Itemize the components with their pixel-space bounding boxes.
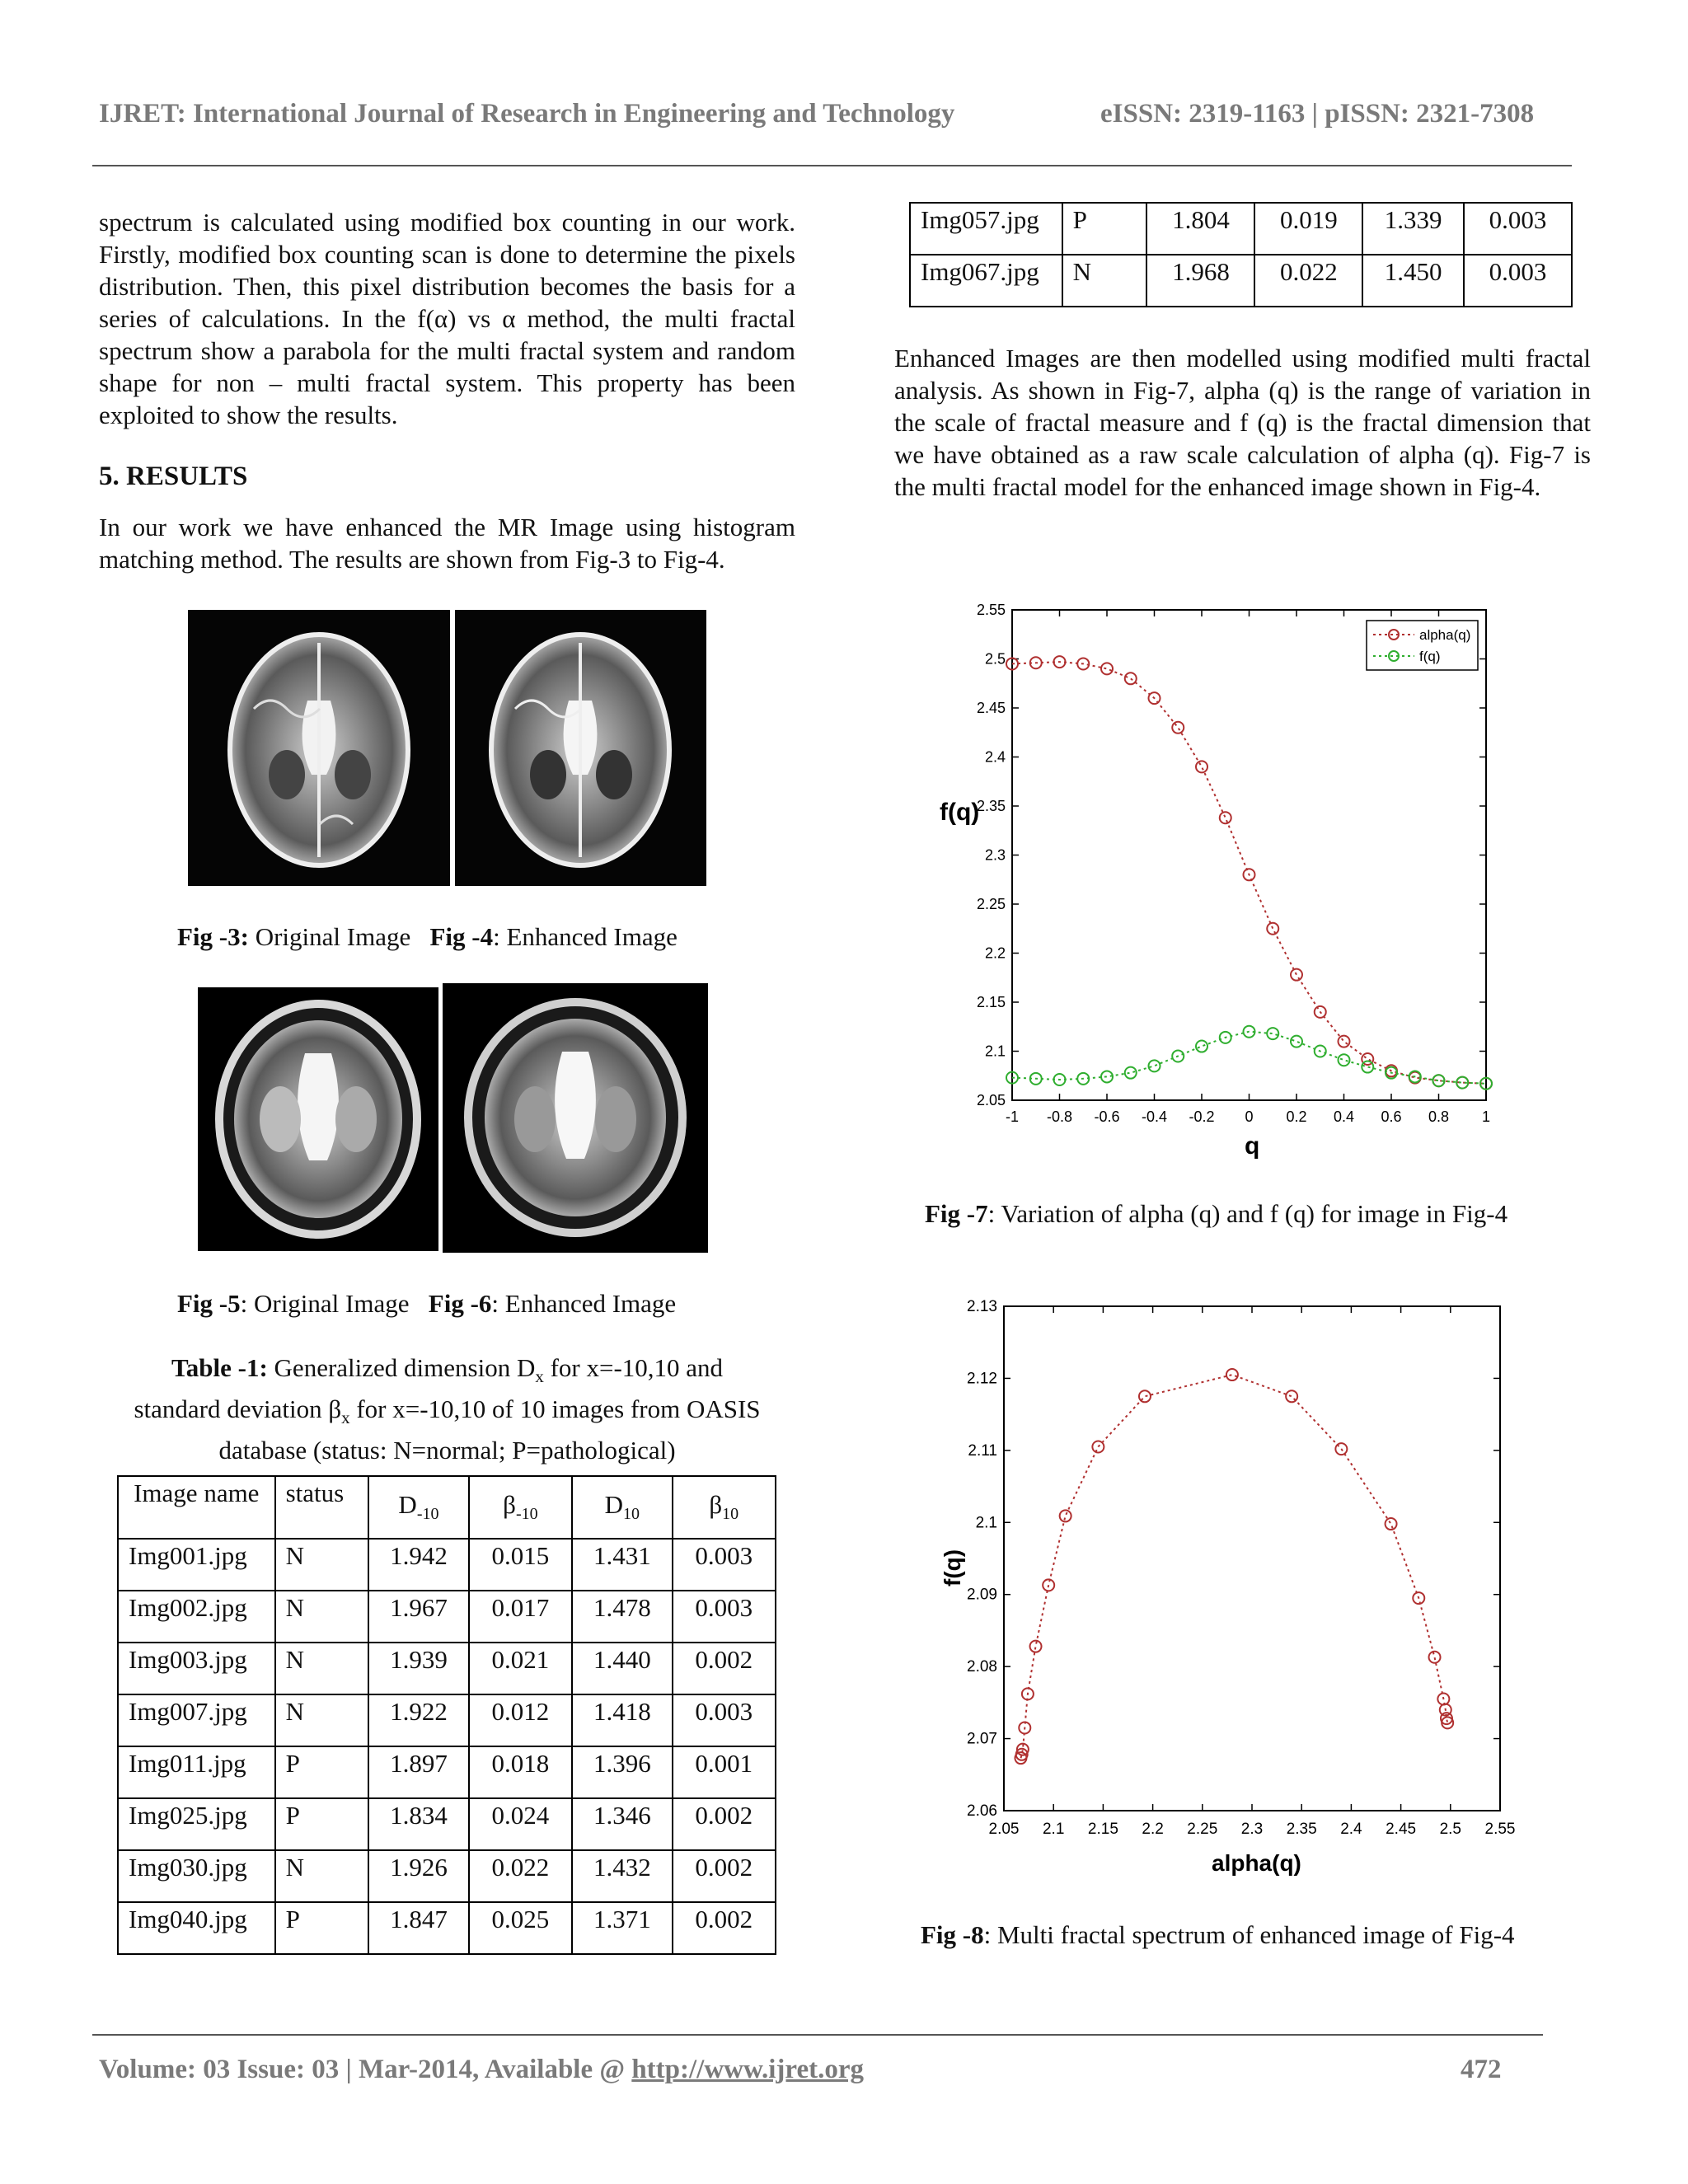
chart2-ylabel: f(q): [940, 1549, 965, 1586]
chart1-ytick-label: 2.2: [984, 944, 1006, 962]
header-beta-neg10: [469, 1476, 572, 1539]
cell-image-name: Img011.jpg: [118, 1746, 275, 1798]
fig3-mri-image: [188, 610, 450, 886]
header-beta-neg10-sub: -10: [515, 1505, 538, 1524]
cell-beta-10: 0.003: [673, 1539, 776, 1591]
cell-status: N: [275, 1643, 369, 1694]
cell-image-name: Img002.jpg: [118, 1591, 275, 1643]
chart2-xtick-label: 2.4: [1340, 1821, 1362, 1838]
chart1-xtick-label: 0.8: [1428, 1108, 1450, 1125]
table-header-row: [118, 1476, 776, 1539]
table-caption-label: Table -1:: [171, 1353, 268, 1382]
table-row: [118, 1694, 776, 1746]
chart1-xtick-label: 0.4: [1333, 1108, 1355, 1125]
cell-d-10: 1.432: [572, 1850, 672, 1902]
chart1-ytick-label: 2.3: [984, 846, 1006, 864]
cell-beta-neg10: 0.025: [469, 1902, 572, 1954]
cell-beta-neg10: 0.024: [469, 1798, 572, 1850]
fig8-label: Fig -8: [921, 1920, 984, 1949]
cell-status: N: [275, 1591, 369, 1643]
fig3-fig4-caption: [177, 921, 678, 953]
chart2-ytick-label: 2.07: [967, 1730, 997, 1748]
table-caption-c: standard deviation β: [134, 1394, 342, 1424]
header-status: status: [275, 1476, 369, 1539]
chart1-xtick-label: 1: [1481, 1108, 1491, 1125]
chart2-xtick-label: 2.15: [1087, 1821, 1118, 1838]
section-heading: 5. RESULTS: [99, 462, 248, 491]
cell-d-neg10: 1.968: [1146, 255, 1254, 307]
cell-d-10: 1.396: [572, 1746, 672, 1798]
fig5-fig6-caption: [177, 1287, 676, 1319]
chart1-xtick-label: -0.2: [1189, 1108, 1215, 1125]
chart1-ytick-label: 2.4: [984, 748, 1006, 766]
cell-image-name: Img067.jpg: [910, 255, 1062, 307]
cell-image-name: Img003.jpg: [118, 1643, 275, 1694]
cell-d-neg10: 1.939: [368, 1643, 468, 1694]
cell-d-neg10: 1.942: [368, 1539, 468, 1591]
cell-beta-neg10: 0.018: [469, 1746, 572, 1798]
chart2-xtick-label: 2.2: [1142, 1821, 1164, 1838]
cell-d-neg10: 1.926: [368, 1850, 468, 1902]
table-row: [118, 1850, 776, 1902]
cell-status: N: [275, 1694, 369, 1746]
chart1-ytick-label: 2.45: [976, 700, 1006, 716]
fig7-label: Fig -7: [925, 1199, 988, 1228]
header-beta-neg10-base: β: [503, 1490, 516, 1520]
cell-d-neg10: 1.922: [368, 1694, 468, 1746]
chart1-xtick-label: -0.4: [1141, 1108, 1168, 1125]
cell-d-neg10: 1.967: [368, 1591, 468, 1643]
cell-status: N: [275, 1539, 369, 1591]
chart1-plot-area: [1012, 610, 1486, 1100]
cell-d-10: 1.339: [1362, 203, 1464, 255]
table-row: [910, 203, 1572, 255]
table-caption-line2: [99, 1393, 795, 1434]
cell-beta-10: 0.001: [673, 1746, 776, 1798]
journal-title: IJRET: International Journal of Research in Engineering and Technology: [99, 99, 955, 129]
table-caption-a: Generalized dimension D: [267, 1353, 536, 1382]
fig4-text: : Enhanced Image: [493, 922, 678, 951]
footer-rule: [92, 2034, 1543, 2036]
results-paragraph: In our work we have enhanced the MR Image using histogram matching method. The results are shown from Fig-3 to Fig-4.: [99, 513, 795, 574]
intro-paragraph: spectrum is calculated using modified box counting in our work. Firstly, modified box counting scan is done to determine the pixels distribution. Then, this pixel distribution becomes the basis for a series of calculations. In the f(α) vs α method, the multi fractal spectrum show a parabola for the multi fractal system and random shape for non – multi fractal system. This property has been exploited to show the results.: [99, 208, 795, 429]
cell-image-name: Img025.jpg: [118, 1798, 275, 1850]
table-row: [118, 1798, 776, 1850]
cell-image-name: Img040.jpg: [118, 1902, 275, 1954]
right-paragraph: Enhanced Images are then modelled using modified multi fractal analysis. As shown in Fig-7, alpha (q) is the range of variation in the scale of fractal measure and f (q) is the fractal dimension that we have obtained as a raw scale calculation of alpha (q). Fig-7 is the multi fractal model for the enhanced image shown in Fig-4.: [894, 344, 1591, 501]
cell-d-neg10: 1.897: [368, 1746, 468, 1798]
table-row: [118, 1746, 776, 1798]
chart2-ytick-label: 2.08: [967, 1658, 997, 1676]
chart1-legend-fq: f(q): [1419, 649, 1441, 664]
cell-d-10: 1.418: [572, 1694, 672, 1746]
cell-status: P: [1062, 203, 1147, 255]
chart1-xtick-label: -1: [1005, 1108, 1020, 1125]
chart1-xtick-label: 0: [1245, 1108, 1254, 1125]
chart1-legend: [1367, 621, 1478, 670]
chart1-ytick-label: 2.55: [976, 602, 1006, 618]
cell-beta-10: 0.003: [673, 1591, 776, 1643]
cell-d-10: 1.431: [572, 1539, 672, 1591]
chart2-ytick-label: 2.1: [975, 1514, 997, 1532]
chart2-xtick-label: 2.45: [1386, 1821, 1417, 1838]
table-row: [118, 1539, 776, 1591]
table-caption-line3: database (status: N=normal; P=pathological): [218, 1436, 676, 1465]
cell-beta-10: 0.002: [673, 1798, 776, 1850]
header-beta-10-base: β: [709, 1490, 723, 1520]
header-d-neg10-base: D: [398, 1490, 417, 1520]
cell-d-10: 1.371: [572, 1902, 672, 1954]
header-image-name: Image name: [118, 1476, 275, 1539]
chart1-ytick-label: 2.15: [976, 994, 1006, 1010]
cell-status: P: [275, 1746, 369, 1798]
header-d-neg10-sub: -10: [416, 1505, 439, 1524]
chart2-ytick-label: 2.09: [967, 1586, 997, 1604]
chart2-xtick-label: 2.25: [1187, 1821, 1218, 1838]
cell-status: N: [1062, 255, 1147, 307]
cell-image-name: Img007.jpg: [118, 1694, 275, 1746]
fig8-caption: [921, 1919, 1515, 1951]
cell-beta-neg10: 0.022: [1254, 255, 1362, 307]
chart1-xtick-label: -0.6: [1094, 1108, 1120, 1125]
chart1-ytick-label: 2.25: [976, 896, 1006, 912]
chart2-xtick-label: 2.1: [1042, 1821, 1065, 1838]
table-caption: [99, 1352, 795, 1467]
fig6-text: : Enhanced Image: [491, 1289, 677, 1318]
cell-image-name: Img057.jpg: [910, 203, 1062, 255]
cell-status: P: [275, 1902, 369, 1954]
cell-beta-10: 0.003: [1464, 255, 1572, 307]
data-table-continued: [909, 202, 1573, 307]
chart2-xtick-label: 2.5: [1439, 1821, 1462, 1838]
footer-volume: [99, 2055, 864, 2085]
table-row: [118, 1591, 776, 1643]
chart1-xtick-label: 0.2: [1286, 1108, 1307, 1125]
cell-beta-neg10: 0.021: [469, 1643, 572, 1694]
footer-volume-text: Volume: 03 Issue: 03 | Mar-2014, Available @: [99, 2055, 632, 2084]
table-caption-sub1: x: [535, 1366, 544, 1387]
cell-d-10: 1.346: [572, 1798, 672, 1850]
cell-image-name: Img001.jpg: [118, 1539, 275, 1591]
header-beta-10-sub: 10: [722, 1505, 739, 1524]
fig5-mri-image: [198, 987, 438, 1251]
fig5-text: : Original Image: [240, 1289, 410, 1318]
table-caption-b: for x=-10,10 and: [543, 1353, 724, 1382]
header-rule: [92, 165, 1572, 166]
fig7-caption: [925, 1197, 1507, 1230]
chart1-legend-alpha: alpha(q): [1419, 627, 1471, 643]
cell-beta-neg10: 0.022: [469, 1850, 572, 1902]
chart2-ytick-label: 2.12: [967, 1370, 997, 1388]
fig6-label: Fig -6: [428, 1289, 492, 1318]
header-d-10-base: D: [604, 1490, 623, 1520]
table-row: [910, 255, 1572, 307]
fig3-text: Original Image: [248, 922, 411, 951]
chart1-ytick-label: 2.05: [976, 1092, 1006, 1108]
cell-beta-10: 0.002: [673, 1850, 776, 1902]
chart2-xtick-label: 2.05: [988, 1821, 1020, 1838]
fig4-label: Fig -4: [429, 922, 494, 951]
fig3-label: Fig -3:: [177, 922, 249, 951]
cell-status: P: [275, 1798, 369, 1850]
cell-beta-neg10: 0.019: [1254, 203, 1362, 255]
fig7-text: : Variation of alpha (q) and f (q) for image in Fig-4: [987, 1199, 1508, 1228]
issn: eISSN: 2319-1163 | pISSN: 2321-7308: [1100, 99, 1535, 129]
header-beta-10: [673, 1476, 776, 1539]
cell-d-10: 1.450: [1362, 255, 1464, 307]
cell-beta-10: 0.003: [673, 1694, 776, 1746]
chart2-ytick-label: 2.06: [967, 1802, 997, 1820]
header-d-10-sub: 10: [623, 1505, 640, 1524]
table-row: [118, 1902, 776, 1954]
cell-status: N: [275, 1850, 369, 1902]
cell-beta-10: 0.002: [673, 1643, 776, 1694]
chart1-ytick-label: 2.5: [984, 650, 1006, 668]
chart2-ytick-label: 2.11: [968, 1441, 997, 1460]
chart1-xtick-label: -0.8: [1046, 1108, 1073, 1125]
cell-d-neg10: 1.847: [368, 1902, 468, 1954]
chart1-xtick-label: 0.6: [1381, 1108, 1402, 1125]
fig8-text: : Multi fractal spectrum of enhanced image of Fig-4: [983, 1920, 1515, 1949]
cell-beta-neg10: 0.017: [469, 1591, 572, 1643]
chart2-xlabel: alpha(q): [1212, 1850, 1301, 1876]
cell-d-neg10: 1.834: [368, 1798, 468, 1850]
alpha-fq-vs-q-chart: [915, 589, 1525, 1166]
table-caption-line1: [99, 1352, 795, 1393]
cell-beta-10: 0.003: [1464, 203, 1572, 255]
chart1-ytick-label: 2.1: [984, 1043, 1006, 1060]
chart2-xtick-label: 2.55: [1484, 1821, 1516, 1838]
multifractal-spectrum-chart: [927, 1290, 1537, 1883]
cell-d-10: 1.440: [572, 1643, 672, 1694]
fig6-mri-image: [443, 983, 708, 1253]
table-row: [118, 1643, 776, 1694]
cell-beta-neg10: 0.015: [469, 1539, 572, 1591]
cell-d-10: 1.478: [572, 1591, 672, 1643]
cell-beta-10: 0.002: [673, 1902, 776, 1954]
page-number: 472: [1461, 2055, 1502, 2084]
chart1-ylabel: f(q): [940, 799, 980, 826]
data-table: [117, 1475, 776, 1955]
cell-beta-neg10: 0.012: [469, 1694, 572, 1746]
fig5-label: Fig -5: [177, 1289, 241, 1318]
footer-url-link[interactable]: http://www.ijret.org: [631, 2055, 864, 2084]
header-d-10: [572, 1476, 672, 1539]
cell-image-name: Img030.jpg: [118, 1850, 275, 1902]
chart2-xtick-label: 2.3: [1240, 1821, 1264, 1838]
fig4-mri-image: [455, 610, 706, 886]
cell-d-neg10: 1.804: [1146, 203, 1254, 255]
chart2-ytick-label: 2.13: [967, 1298, 997, 1315]
table-caption-d: for x=-10,10 of 10 images from OASIS: [349, 1394, 761, 1424]
chart1-ytick-label: 2.35: [976, 798, 1006, 814]
chart1-xlabel: q: [1245, 1132, 1260, 1160]
header-d-neg10: [368, 1476, 468, 1539]
chart2-xtick-label: 2.35: [1286, 1821, 1317, 1838]
table-caption-sub2: x: [341, 1408, 350, 1428]
